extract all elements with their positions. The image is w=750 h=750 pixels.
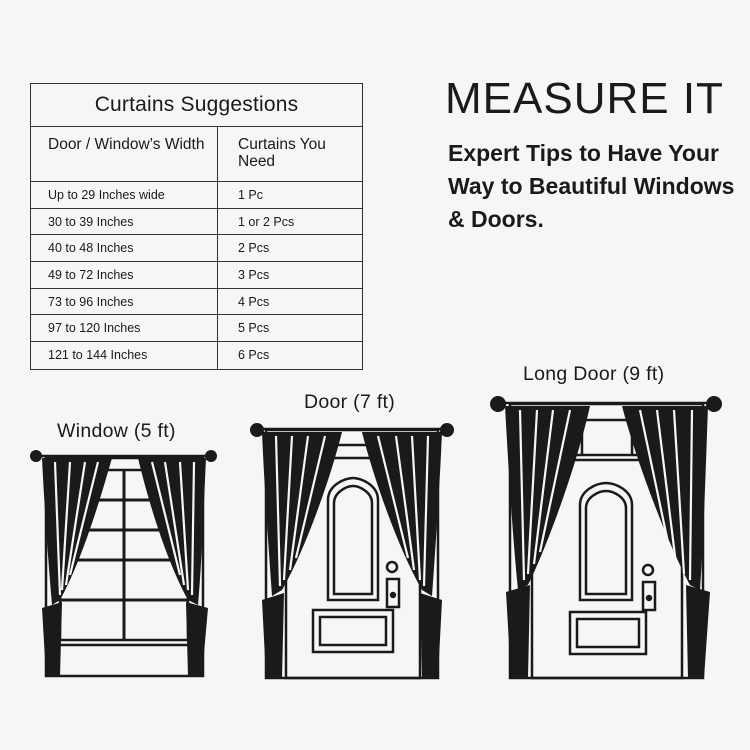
row-width: 49 to 72 Inches	[31, 262, 218, 288]
row-need: 4 Pcs	[238, 294, 270, 309]
page-subtitle: Expert Tips to Have Your Way to Beautiful Windows & Doors.	[448, 140, 735, 232]
header-curtains: Curtains You Need	[238, 136, 326, 170]
row-need: 6 Pcs	[238, 348, 270, 363]
row-width: Up to 29 Inches wide	[31, 182, 218, 208]
row-width: 73 to 96 Inches	[31, 289, 218, 315]
row-width: 30 to 39 Inches	[31, 209, 218, 235]
row-need: 3 Pcs	[238, 267, 270, 282]
window-label: Window (5 ft)	[57, 420, 176, 442]
row-width: 121 to 144 Inches	[31, 342, 218, 369]
row-width: 97 to 120 Inches	[31, 315, 218, 341]
row-need: 1 or 2 Pcs	[238, 214, 295, 229]
door-label: Door (7 ft)	[304, 391, 396, 413]
long-door-label: Long Door (9 ft)	[523, 363, 665, 385]
page-title: MEASURE IT	[445, 74, 724, 123]
table-title: Curtains Suggestions	[31, 84, 362, 127]
row-need: 2 Pcs	[238, 241, 270, 256]
row-need: 5 Pcs	[238, 321, 270, 336]
header-width: Door / Window’s Width	[31, 127, 218, 181]
row-width: 40 to 48 Inches	[31, 235, 218, 261]
row-need: 1 Pc	[238, 187, 264, 202]
